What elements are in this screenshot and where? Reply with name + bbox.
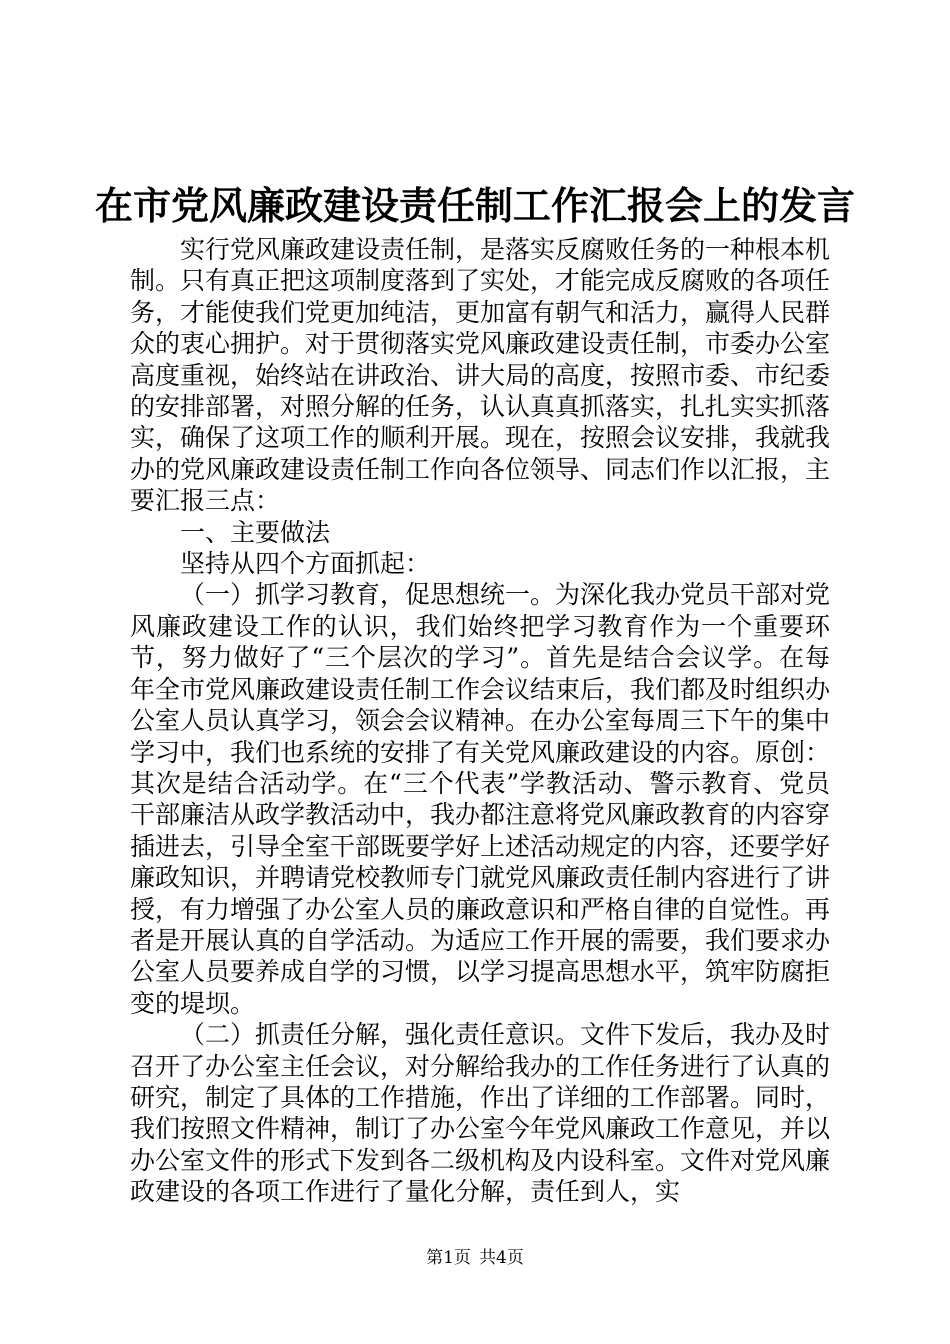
section-heading-main-practices: 一、主要做法 <box>180 517 331 547</box>
page-footer <box>0 1246 950 1270</box>
paragraph-four-aspects: 坚持从四个方面抓起： <box>180 549 431 579</box>
paragraph-intro: 实行党风廉政建设责任制，是落实反腐败任务的一种根本机制。只有真正把这项制度落到了实处，才能完成反腐败的各项任务，才能使我们党更加纯洁，更加富有朝气和活力，赢得人民群众的衷心拥护。对于贯彻落实党风廉政建设责任制，市委办公室高度重视，始终站在讲政治、讲大局的高度，按照市委、市纪委的安排部署，对照分解的任务，认认真真抓落实，扎扎实实抓落实，确保了这项工作的顺利开展。现在，按照会议安排，我就我办的党风廉政建设责任制工作向各位领导、同志们作以汇报，主要汇报三点： <box>130 235 831 516</box>
page-total: 共4页 <box>479 1248 524 1268</box>
document-body <box>130 234 830 1208</box>
paragraph-study-education: （一）抓学习教育，促思想统一。为深化我办党员干部对党风廉政建设工作的认识，我们始终把学习教育作为一个重要环节，努力做好了“三个层次的学习”。首先是结合会议学。在每年全市党风廉政建设责任制工作会议结束后，我们都及时组织办公室人员认真学习，领会会议精神。在办公室每周三下午的集中学习中，我们也系统的安排了有关党风廉政建设的内容。原创：其次是结合活动学。在“三个代表”学教活动、警示教育、党员干部廉洁从政学教活动中，我办都注意将党风廉政教育的内容穿插进去，引导全室干部既要学好上述活动规定的内容，还要学好廉政知识，并聘请党校教师专门就党风廉政责任制内容进行了讲授，有力增强了办公室人员的廉政意识和严格自律的自觉性。再者是开展认真的自学活动。为适应工作开展的需要，我们要求办公室人员要养成自学的习惯，以学习提高思想水平，筑牢防腐拒变的堤坝。 <box>130 580 831 1018</box>
document-title: 在市党风廉政建设责任制工作汇报会上的发言 <box>94 183 855 228</box>
page-number: 第1页 <box>426 1248 471 1268</box>
paragraph-responsibility-breakdown: （二）抓责任分解，强化责任意识。文件下发后，我办及时召开了办公室主任会议，对分解给我办的工作任务进行了认真的研究，制定了具体的工作措施，作出了详细的工作部署。同时，我们按照文件精神，制订了办公室今年党风廉政工作意见，并以办公室文件的形式下发到各二级机构及内设科室。文件对党风廉政建设的各项工作进行了量化分解，责任到人，实 <box>130 1020 831 1207</box>
